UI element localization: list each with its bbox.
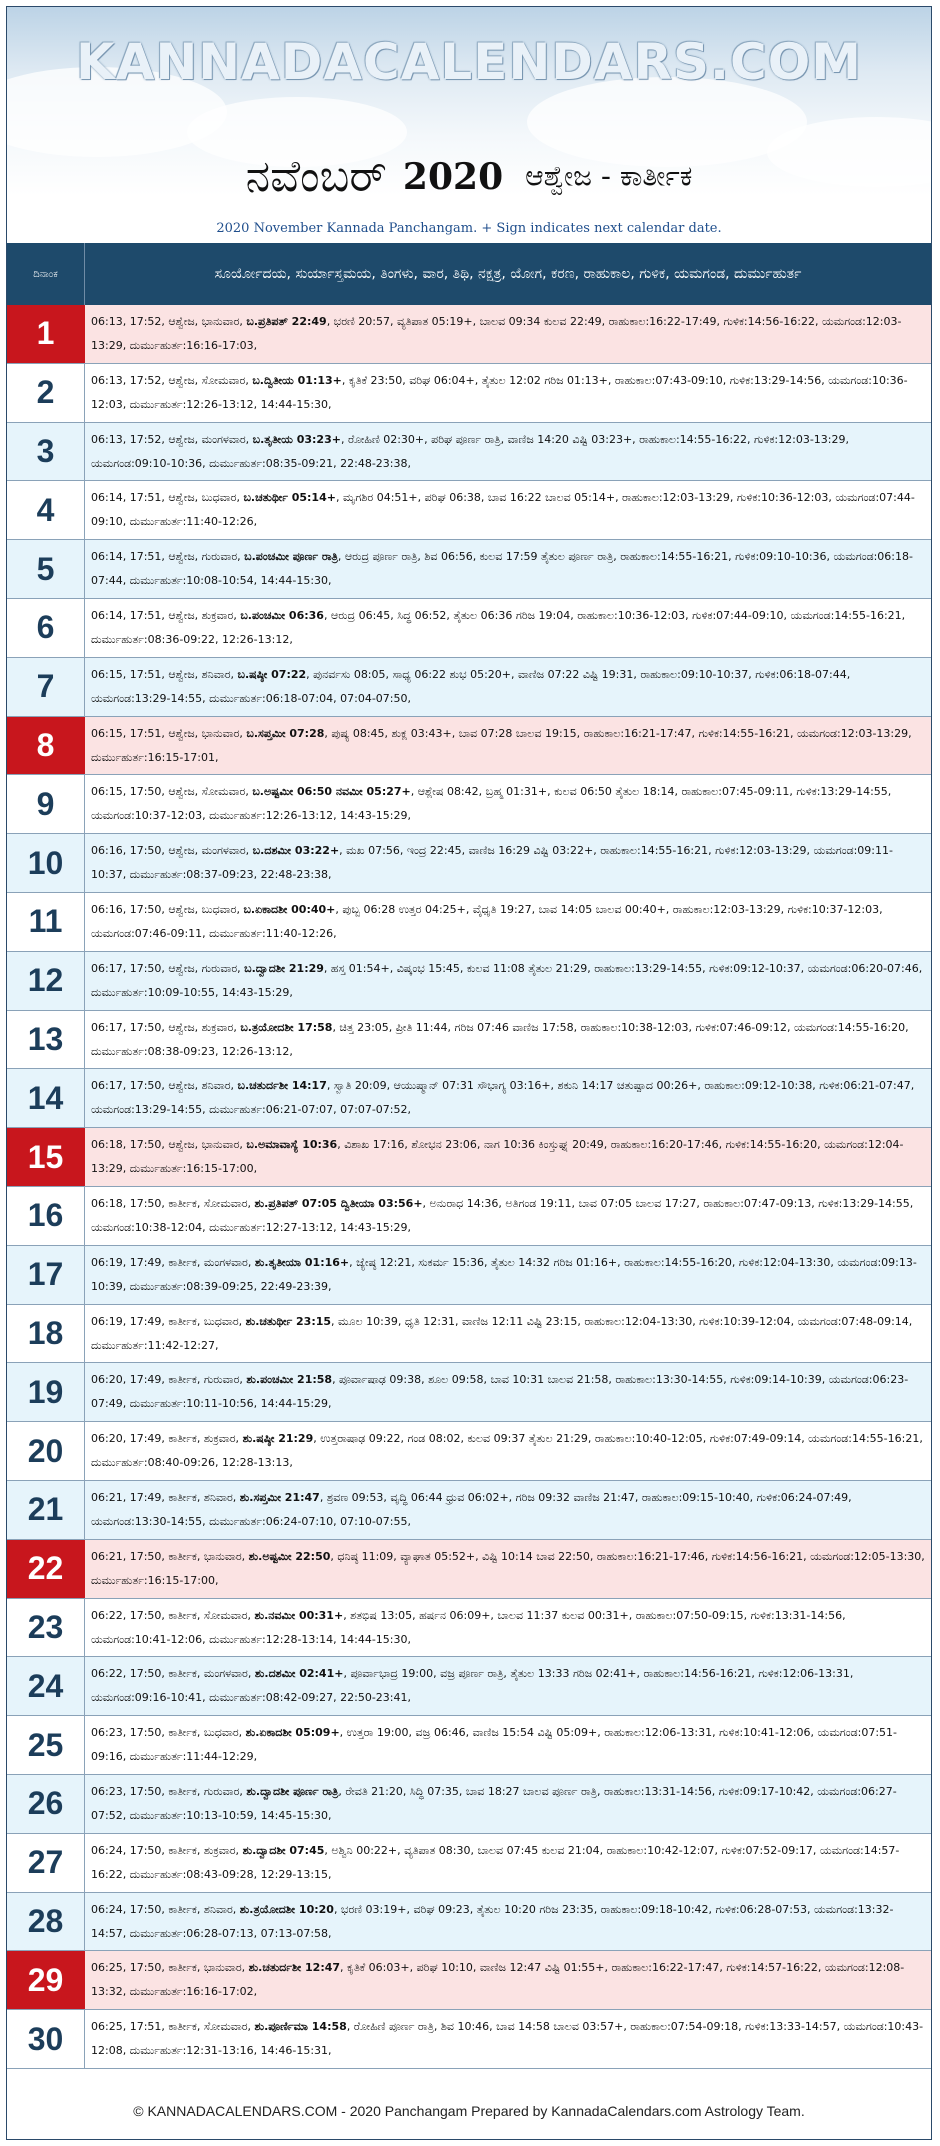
detail-suffix: , ಪೂರ್ವಾಭಾದ್ರ 19:00, ವಜ್ರ ಪೂರ್ಣ ರಾತ್ರಿ, ತೈತುಲ 13:33 ಗರಿಜ 02:41+, ರಾಹುಕಾಲ:14:56-16:21, ಗುಳಿಕ:12:06-13:31, ಯಮಗಂಡ:09:16-10:41, ದುರ್ಮುಹುರ್ತ:08:42-09:27, 22:50-23:41, <box>91 1667 854 1705</box>
detail-suffix: , ಸ್ವಾತಿ 20:09, ಆಯುಷ್ಮಾನ್ 07:31 ಸೌಭಾಗ್ಯ 03:16+, ಶಕುನಿ 14:17 ಚತುಷ್ಪಾದ 00:26+, ರಾಹುಕಾಲ:09:12-10:38, ಗುಳಿಕ:06:21-07:47, ಯಮಗಂಡ:13:29-14:55, ದುರ್ಮುಹುರ್ತ:06:21-07:07, 07:07-07:52, <box>91 1079 915 1117</box>
detail-cell <box>91 839 925 889</box>
detail-prefix: 06:13, 17:52, ಆಶ್ವೇಜ, ಸೋಮವಾರ, <box>91 373 253 387</box>
detail-prefix: 06:15, 17:51, ಆಶ್ವೇಜ, ಭಾನುವಾರ, <box>91 726 247 740</box>
tithi-label: ಬ.ಪಂಚಮೀ ಪೂರ್ಣ ರಾತ್ರಿ <box>244 550 338 564</box>
detail-suffix: , ಶತಭಿಷ 13:05, ಹರ್ಷನ 06:09+, ಬಾಲವ 11:37 ಕುಲವ 00:31+, ರಾಹುಕಾಲ:07:50-09:15, ಗುಳಿಕ:13:31-14:56, ಯಮಗಂಡ:10:41-12:06, ದುರ್ಮುಹುರ್ತ:12:28-13:14, 14:44-15:30, <box>91 1608 846 1646</box>
detail-suffix: , ಮೂಲ 10:39, ಧೃತಿ 12:31, ವಾಣಿಜ 12:11 ವಿಷ್ಟಿ 23:15, ರಾಹುಕಾಲ:12:04-13:30, ಗುಳಿಕ:10:39-12:04, ಯಮಗಂಡ:07:48-09:14, ದುರ್ಮುಹುರ್ತ:11:42-12:27, <box>91 1314 913 1352</box>
detail-cell <box>91 1192 925 1242</box>
date-cell: 1 <box>7 305 85 363</box>
date-cell: 11 <box>7 893 85 951</box>
year-label: 2020 <box>402 155 504 198</box>
detail-prefix: 06:18, 17:50, ಕಾರ್ತೀಕ, ಸೋಮವಾರ, <box>91 1196 255 1210</box>
detail-prefix: 06:13, 17:52, ಆಶ್ವೇಜ, ಭಾನುವಾರ, <box>91 315 247 328</box>
detail-cell <box>91 1604 925 1654</box>
table-row <box>7 1363 931 1422</box>
detail-cell <box>91 722 925 772</box>
table-row <box>7 717 931 776</box>
tithi-label: ಬ.ಪ್ರತಿಪತ್ 22:49 <box>246 315 327 328</box>
date-cell: 8 <box>7 717 85 775</box>
table-header <box>7 243 931 305</box>
table-row <box>7 2010 931 2069</box>
detail-suffix: , ರೋಹಿಣಿ 02:30+, ಪರಿಘ ಪೂರ್ಣ ರಾತ್ರಿ, ವಾಣಿಜ 14:20 ವಿಷ್ಟಿ 03:23+, ರಾಹುಕಾಲ:14:55-16:22, ಗುಳಿಕ:12:03-13:29, ಯಮಗಂಡ:09:10-10:36, ದುರ್ಮುಹುರ್ತ:08:35-09:21, 22:48-23:38, <box>91 432 849 470</box>
tithi-label: ಬ.ದ್ವಾದಶೀ 21:29 <box>244 961 324 975</box>
detail-cell <box>91 1898 925 1948</box>
detail-suffix: , ಕೃತಿಕೆ 23:50, ವರಿಘ 06:04+, ತೈತುಲ 12:02 ಗರಿಜ 01:13+, ರಾಹುಕಾಲ:07:43-09:10, ಗುಳಿಕ:13:29-14:56, ಯಮಗಂಡ:10:36-12:03, ದುರ್ಮುಹುರ್ತ:12:26-13:12, 14:44-15:30, <box>91 373 908 411</box>
detail-suffix: , ಪುಷ್ಯ 08:45, ಶುಕ್ಲ 03:43+, ಬಾವ 07:28 ಬಾಲವ 19:15, ರಾಹುಕಾಲ:16:21-17:47, ಗುಳಿಕ:14:55-16:21, ಯಮಗಂಡ:12:03-13:29, ದುರ್ಮುಹುರ್ತ:16:15-17:01, <box>91 726 912 764</box>
tithi-label: ಶು.ತ್ರಯೋದಶೀ 10:20 <box>239 1902 334 1916</box>
detail-cell <box>91 1780 925 1830</box>
panchang-table <box>7 305 931 2069</box>
detail-suffix: , ಮಖ 07:56, ಇಂದ್ರ 22:45, ವಾಣಿಜ 16:29 ವಿಷ್ಟಿ 03:22+, ರಾಹುಕಾಲ:14:55-16:21, ಗುಳಿಕ:12:03-13:29, ಯಮಗಂಡ:09:11-10:37, ದುರ್ಮುಹುರ್ತ:08:37-09:23, 22:48-23:38, <box>91 844 893 882</box>
detail-prefix: 06:13, 17:52, ಆಶ್ವೇಜ, ಮಂಗಳವಾರ, <box>91 432 253 446</box>
table-row <box>7 481 931 540</box>
date-cell: 7 <box>7 658 85 716</box>
tithi-label: ಶು.ನವಮೀ 00:31+ <box>254 1608 344 1622</box>
detail-suffix: , ಉತ್ತರಾ 19:00, ವಜ್ರ 06:46, ವಾಣಿಜ 15:54 ವಿಷ್ಟಿ 05:09+, ರಾಹುಕಾಲ:12:06-13:31, ಗುಳಿಕ:10:41-12:06, ಯಮಗಂಡ:07:51-09:16, ದುರ್ಮುಹುರ್ತ:11:44-12:29, <box>91 1726 897 1764</box>
masa-label: ಆಶ್ವೇಜ - ಕಾರ್ತೀಕ <box>525 159 693 193</box>
date-cell: 27 <box>7 1834 85 1892</box>
detail-prefix: 06:24, 17:50, ಕಾರ್ತೀಕ, ಶನಿವಾರ, <box>91 1902 240 1916</box>
detail-cell <box>91 957 925 1007</box>
date-cell: 16 <box>7 1187 85 1245</box>
date-cell: 19 <box>7 1363 85 1421</box>
detail-suffix: , ಆರುದ್ರ ಪೂರ್ಣ ರಾತ್ರಿ, ಶಿವ 06:56, ಕುಲವ 17:59 ತೈತುಲ ಪೂರ್ಣ ರಾತ್ರಿ, ರಾಹುಕಾಲ:14:55-16:21, ಗುಳಿಕ:09:10-10:36, ಯಮಗಂಡ:06:18-07:44, ದುರ್ಮುಹುರ್ತ:10:08-10:54, 14:44-15:30, <box>91 550 913 588</box>
detail-cell <box>91 1545 925 1595</box>
table-row <box>7 1481 931 1540</box>
detail-cell <box>91 663 925 713</box>
tithi-label: ಶು.ಸಪ್ತಮೀ 21:47 <box>239 1490 320 1504</box>
page-footer: © KANNADACALENDARS.COM - 2020 Panchangam Prepared by KannadaCalendars.com Astrology Team. <box>133 2103 805 2119</box>
detail-cell <box>91 310 925 360</box>
detail-cell <box>91 1368 925 1418</box>
detail-cell <box>91 428 925 478</box>
detail-cell <box>91 2015 925 2065</box>
table-row <box>7 1657 931 1716</box>
table-row <box>7 1422 931 1481</box>
detail-suffix: , ಅನುರಾಧ 14:36, ಅತಿಗಂಡ 19:11, ಬಾವ 07:05 ಬಾಲವ 17:27, ರಾಹುಕಾಲ:07:47-09:13, ಗುಳಿಕ:13:29-14:55, ಯಮಗಂಡ:10:38-12:04, ದುರ್ಮುಹುರ್ತ:12:27-13:12, 14:43-15:29, <box>91 1196 914 1234</box>
detail-prefix: 06:25, 17:50, ಕಾರ್ತೀಕ, ಭಾನುವಾರ, <box>91 1961 249 1975</box>
date-cell: 12 <box>7 952 85 1010</box>
tithi-label: ಬ.ಷಷ್ಠೀ 07:22 <box>237 667 307 681</box>
detail-cell <box>91 486 925 536</box>
tithi-label: ಬ.ಏಕಾದಶೀ 00:40+ <box>243 902 336 916</box>
column-header-date: ದಿನಾಂಕ <box>7 243 85 305</box>
table-row <box>7 1599 931 1658</box>
table-row <box>7 1069 931 1128</box>
tithi-label: ಶು.ಷಷ್ಠೀ 21:29 <box>242 1432 314 1446</box>
detail-prefix: 06:22, 17:50, ಕಾರ್ತೀಕ, ಮಂಗಳವಾರ, <box>91 1667 255 1681</box>
table-row <box>7 599 931 658</box>
tithi-label: ಬ.ತೃತೀಯ 03:23+ <box>252 432 341 446</box>
detail-prefix: 06:14, 17:51, ಆಶ್ವೇಜ, ಬುಧವಾರ, <box>91 491 244 505</box>
table-row <box>7 364 931 423</box>
table-row <box>7 1187 931 1246</box>
detail-suffix: , ಉತ್ತರಾಷಾಢ 09:22, ಗಂಡ 08:02, ಕುಲವ 09:37 ತೈತುಲ 21:29, ರಾಹುಕಾಲ:10:40-12:05, ಗುಳಿಕ:07:49-09:14, ಯಮಗಂಡ:14:55-16:21, ದುರ್ಮುಹುರ್ತ:08:40-09:26, 12:28-13:13, <box>91 1432 923 1470</box>
date-cell: 4 <box>7 481 85 539</box>
tithi-label: ಬ.ಅಷ್ಟಮೀ 06:50 ನವಮೀ 05:27+ <box>252 785 411 799</box>
table-row <box>7 540 931 599</box>
detail-suffix: , ಆಶ್ಲೇಷ 08:42, ಬ್ರಹ್ಮ 01:31+, ಕುಲವ 06:50 ತೈತುಲ 18:14, ರಾಹುಕಾಲ:07:45-09:11, ಗುಳಿಕ:13:29-14:55, ಯಮಗಂಡ:10:37-12:03, ದುರ್ಮುಹುರ್ತ:12:26-13:12, 14:43-15:29, <box>91 785 892 823</box>
tithi-label: ಶು.ತೃತೀಯಾ 01:16+ <box>254 1255 350 1269</box>
table-row <box>7 305 931 364</box>
detail-cell <box>91 1662 925 1712</box>
tithi-label: ಬ.ಚತುರ್ಥೀ 05:14+ <box>243 491 336 505</box>
detail-prefix: 06:19, 17:49, ಕಾರ್ತೀಕ, ಮಂಗಳವಾರ, <box>91 1255 255 1269</box>
table-row <box>7 1951 931 2010</box>
detail-prefix: 06:16, 17:50, ಆಶ್ವೇಜ, ಮಂಗಳವಾರ, <box>91 844 253 858</box>
date-cell: 22 <box>7 1540 85 1598</box>
detail-prefix: 06:15, 17:51, ಆಶ್ವೇಜ, ಶನಿವಾರ, <box>91 667 238 681</box>
table-row <box>7 893 931 952</box>
table-row <box>7 1011 931 1070</box>
date-cell: 30 <box>7 2010 85 2068</box>
date-cell: 17 <box>7 1246 85 1304</box>
table-row <box>7 1893 931 1952</box>
detail-suffix: , ಧನಿಷ್ಠ 11:09, ವ್ಯಾಘಾತ 05:52+, ವಿಷ್ಟಿ 10:14 ಬಾವ 22:50, ರಾಹುಕಾಲ:16:21-17:46, ಗುಳಿಕ:14:56-16:21, ಯಮಗಂಡ:12:05-13:30, ದುರ್ಮುಹುರ್ತ:16:15-17:00, <box>91 1549 925 1587</box>
table-row <box>7 775 931 834</box>
date-cell: 2 <box>7 364 85 422</box>
table-row <box>7 1834 931 1893</box>
tithi-label: ಬ.ದ್ವಿತೀಯ 01:13+ <box>252 373 342 387</box>
date-cell: 24 <box>7 1657 85 1715</box>
detail-suffix: , ಮೃಗಶಿರ 04:51+, ಪರಿಘ 06:38, ಬಾವ 16:22 ಬಾಲವ 05:14+, ರಾಹುಕಾಲ:12:03-13:29, ಗುಳಿಕ:10:36-12:03, ಯಮಗಂಡ:07:44-09:10, ದುರ್ಮುಹುರ್ತ:11:40-12:26, <box>91 491 915 529</box>
detail-suffix: , ಜ್ಯೇಷ್ಠ 12:21, ಸುಕರ್ಮ 15:36, ತೈತುಲ 14:32 ಗರಿಜ 01:16+, ರಾಹುಕಾಲ:14:55-16:20, ಗುಳಿಕ:12:04-13:30, ಯಮಗಂಡ:09:13-10:39, ದುರ್ಮುಹುರ್ತ:08:39-09:25, 22:49-23:39, <box>91 1255 917 1293</box>
detail-suffix: , ಚಿತ್ತ 23:05, ಪ್ರೀತಿ 11:44, ಗರಿಜ 07:46 ವಾಣಿಜ 17:58, ರಾಹುಕಾಲ:10:38-12:03, ಗುಳಿಕ:07:46-09:12, ಯಮಗಂಡ:14:55-16:20, ದುರ್ಮುಹುರ್ತ:08:38-09:23, 12:26-13:12, <box>91 1020 909 1058</box>
detail-prefix: 06:17, 17:50, ಆಶ್ವೇಜ, ಗುರುವಾರ, <box>91 961 245 975</box>
tithi-label: ಶು.ದಶಮೀ 02:41+ <box>254 1667 344 1681</box>
detail-cell <box>91 1251 925 1301</box>
detail-prefix: 06:23, 17:50, ಕಾರ್ತೀಕ, ಗುರುವಾರ, <box>91 1784 247 1798</box>
detail-suffix: , ಹಸ್ತ 01:54+, ವಿಷ್ಕಂಭ 15:45, ಕುಲವ 11:08 ತೈತುಲ 21:29, ರಾಹುಕಾಲ:13:29-14:55, ಗುಳಿಕ:09:12-10:37, ಯಮಗಂಡ:06:20-07:46, ದುರ್ಮುಹುರ್ತ:10:09-10:55, 14:43-15:29, <box>91 961 923 999</box>
detail-suffix: , ಅಶ್ವಿನಿ 00:22+, ವ್ಯತಿಪಾತ 08:30, ಬಾಲವ 07:45 ಕುಲವ 21:04, ರಾಹುಕಾಲ:10:42-12:07, ಗುಳಿಕ:07:52-09:17, ಯಮಗಂಡ:14:57-16:22, ದುರ್ಮುಹುರ್ತ:08:43-09:28, 12:29-13:15, <box>91 1843 900 1881</box>
tithi-label: ಬ.ಸಪ್ತಮೀ 07:28 <box>246 726 325 740</box>
tithi-label: ಬ.ದಶಮೀ 03:22+ <box>252 844 340 858</box>
detail-cell <box>91 1956 925 2006</box>
detail-suffix: , ಭರಣಿ 03:19+, ವರಿಘ 09:23, ತೈತುಲ 10:20 ಗರಿಜ 23:35, ರಾಹುಕಾಲ:09:18-10:42, ಗುಳಿಕ:06:28-07:53, ಯಮಗಂಡ:13:32-14:57, ದುರ್ಮುಹುರ್ತ:06:28-07:13, 07:13-07:58, <box>91 1902 894 1940</box>
detail-suffix: , ಪುಬ್ಬ 06:28 ಉತ್ತರ 04:25+, ವೈಧೃತಿ 19:27, ಬಾವ 14:05 ಬಾಲವ 00:40+, ರಾಹುಕಾಲ:12:03-13:29, ಗುಳಿಕ:10:37-12:03, ಯಮಗಂಡ:07:46-09:11, ದುರ್ಮುಹುರ್ತ:11:40-12:26, <box>91 902 883 940</box>
detail-prefix: 06:16, 17:50, ಆಶ್ವೇಜ, ಬುಧವಾರ, <box>91 902 244 916</box>
detail-prefix: 06:20, 17:49, ಕಾರ್ತೀಕ, ಗುರುವಾರ, <box>91 1373 247 1387</box>
table-row <box>7 834 931 893</box>
tithi-label: ಶು.ದ್ವಾದಶೀ 07:45 <box>242 1843 325 1857</box>
detail-prefix: 06:20, 17:49, ಕಾರ್ತೀಕ, ಶುಕ್ರವಾರ, <box>91 1432 243 1446</box>
detail-cell <box>91 545 925 595</box>
date-cell: 6 <box>7 599 85 657</box>
tithi-label: ಶು.ಏಕಾದಶೀ 05:09+ <box>245 1726 340 1740</box>
detail-suffix: , ಕೃತಿಕೆ 06:03+, ಪರಿಘ 10:10, ವಾಣಿಜ 12:47 ವಿಷ್ಟಿ 01:55+, ರಾಹುಕಾಲ:16:22-17:47, ಗುಳಿಕ:14:57-16:22, ಯಮಗಂಡ:12:08-13:32, ದುರ್ಮುಹುರ್ತ:16:16-17:02, <box>91 1961 905 1999</box>
date-cell: 18 <box>7 1305 85 1363</box>
table-row <box>7 1716 931 1775</box>
calendar-page <box>6 6 932 2140</box>
tithi-label: ಬ.ಪಂಚಮೀ 06:36 <box>240 608 324 622</box>
detail-cell <box>91 898 925 948</box>
detail-prefix: 06:21, 17:50, ಕಾರ್ತೀಕ, ಭಾನುವಾರ, <box>91 1549 249 1563</box>
date-cell: 13 <box>7 1011 85 1069</box>
detail-suffix: , ವಿಶಾಖ 17:16, ಶೋಭನ 23:06, ನಾಗ 10:36 ಕಿಂಸ್ತುಘ್ನ 20:49, ರಾಹುಕಾಲ:16:20-17:46, ಗುಳಿಕ:14:55-16:20, ಯಮಗಂಡ:12:04-13:29, ದುರ್ಮುಹುರ್ತ:16:15-17:00, <box>91 1138 904 1176</box>
detail-cell <box>91 1839 925 1889</box>
tithi-label: ಶು.ಚತುರ್ಥೀ 23:15 <box>245 1314 332 1328</box>
tithi-label: ಶು.ಪಂಚಮೀ 21:58 <box>246 1373 333 1387</box>
detail-suffix: , ಪೂರ್ವಾಷಾಢ 09:38, ಶೂಲ 09:58, ಬಾವ 10:31 ಬಾಲವ 21:58, ರಾಹುಕಾಲ:13:30-14:55, ಗುಳಿಕ:09:14-10:39, ಯಮಗಂಡ:06:23-07:49, ದುರ್ಮುಹುರ್ತ:10:11-10:56, 14:44-15:29, <box>91 1373 909 1411</box>
table-row <box>7 952 931 1011</box>
detail-cell <box>91 1721 925 1771</box>
site-title: KANNADACALENDARS.COM <box>76 33 862 91</box>
page-header <box>7 7 931 243</box>
detail-suffix: , ಪುನರ್ವಸು 08:05, ಸಾಧ್ಯ 06:22 ಶುಭ 05:20+, ವಾಣಿಜ 07:22 ವಿಷ್ಟಿ 19:31, ರಾಹುಕಾಲ:09:10-10:37, ಗುಳಿಕ:06:18-07:44, ಯಮಗಂಡ:13:29-14:55, ದುರ್ಮುಹುರ್ತ:06:18-07:04, 07:04-07:50, <box>91 667 851 705</box>
date-cell: 29 <box>7 1951 85 2009</box>
detail-cell <box>91 1310 925 1360</box>
date-cell: 23 <box>7 1599 85 1657</box>
detail-suffix: , ಆರುದ್ರ 06:45, ಸಿದ್ಧ 06:52, ತೈತುಲ 06:36 ಗರಿಜ 19:04, ರಾಹುಕಾಲ:10:36-12:03, ಗುಳಿಕ:07:44-09:10, ಯಮಗಂಡ:14:55-16:21, ದುರ್ಮುಹುರ್ತ:08:36-09:22, 12:26-13:12, <box>91 608 906 646</box>
tithi-label: ಶು.ದ್ವಾದಶೀ ಪೂರ್ಣ ರಾತ್ರಿ <box>246 1784 339 1798</box>
detail-prefix: 06:22, 17:50, ಕಾರ್ತೀಕ, ಸೋಮವಾರ, <box>91 1608 255 1622</box>
date-cell: 20 <box>7 1422 85 1480</box>
date-cell: 3 <box>7 423 85 481</box>
detail-cell <box>91 1133 925 1183</box>
date-cell: 14 <box>7 1069 85 1127</box>
table-row <box>7 1775 931 1834</box>
table-row <box>7 658 931 717</box>
tithi-label: ಶು.ಪ್ರತಿಪತ್ 07:05 ದ್ವಿತೀಯಾ 03:56+ <box>254 1196 423 1210</box>
detail-cell <box>91 1016 925 1066</box>
tithi-label: ಶು.ಅಷ್ಟಮೀ 22:50 <box>248 1549 331 1563</box>
detail-suffix: , ಭರಣಿ 20:57, ವ್ಯತಿಪಾತ 05:19+, ಬಾಲವ 09:34 ಕುಲವ 22:49, ರಾಹುಕಾಲ:16:22-17:49, ಗುಳಿಕ:14:56-16:22, ಯಮಗಂಡ:12:03-13:29, ದುರ್ಮುಹುರ್ತ:16:16-17:03, <box>91 315 902 352</box>
detail-prefix: 06:21, 17:49, ಕಾರ್ತೀಕ, ಶನಿವಾರ, <box>91 1490 240 1504</box>
detail-prefix: 06:17, 17:50, ಆಶ್ವೇಜ, ಶುಕ್ರವಾರ, <box>91 1020 241 1034</box>
detail-prefix: 06:14, 17:51, ಆಶ್ವೇಜ, ಗುರುವಾರ, <box>91 550 245 564</box>
column-header-details: ಸೂರ್ಯೋದಯ, ಸುರ್ಯಾಸ್ತಮಯ, ತಿಂಗಳು, ವಾರ, ತಿಥಿ, ನಕ್ಷತ್ರ, ಯೋಗ, ಕರಣ, ರಾಹುಕಾಲ, ಗುಳಿಕ, ಯಮಗಂಡ, ದುರ್ಮುಹುರ್ತ <box>214 266 802 282</box>
tithi-label: ಬ.ಚತುರ್ದಶೀ 14:17 <box>237 1079 327 1093</box>
detail-cell <box>91 1486 925 1536</box>
detail-suffix: , ಶ್ರವಣ 09:53, ವೃದ್ಧಿ 06:44 ಧ್ರುವ 06:02+, ಗರಿಜ 09:32 ವಾಣಿಜ 21:47, ರಾಹುಕಾಲ:09:15-10:40, ಗುಳಿಕ:06:24-07:49, ಯಮಗಂಡ:13:30-14:55, ದುರ್ಮುಹುರ್ತ:06:24-07:10, 07:10-07:55, <box>91 1490 852 1528</box>
date-cell: 15 <box>7 1128 85 1186</box>
date-cell: 5 <box>7 540 85 598</box>
month-name: ನವೆಂಬರ್ <box>245 151 387 202</box>
table-row <box>7 423 931 482</box>
table-row <box>7 1305 931 1364</box>
table-row <box>7 1540 931 1599</box>
detail-prefix: 06:25, 17:51, ಕಾರ್ತೀಕ, ಸೋಮವಾರ, <box>91 2020 255 2034</box>
date-cell: 9 <box>7 775 85 833</box>
detail-cell <box>91 780 925 830</box>
date-cell: 28 <box>7 1893 85 1951</box>
table-row <box>7 1128 931 1187</box>
detail-prefix: 06:18, 17:50, ಆಶ್ವೇಜ, ಭಾನುವಾರ, <box>91 1138 247 1152</box>
detail-cell <box>91 1427 925 1477</box>
detail-prefix: 06:23, 17:50, ಕಾರ್ತೀಕ, ಬುಧವಾರ, <box>91 1726 246 1740</box>
date-cell: 10 <box>7 834 85 892</box>
detail-suffix: , ರೋಹಿಣಿ ಪೂರ್ಣ ರಾತ್ರಿ, ಶಿವ 10:46, ಬಾವ 14:58 ಬಾಲವ 03:57+, ರಾಹುಕಾಲ:07:54-09:18, ಗುಳಿಕ:13:33-14:57, ಯಮಗಂಡ:10:43-12:08, ದುರ್ಮುಹುರ್ತ:12:31-13:16, 14:46-15:31, <box>91 2020 924 2058</box>
table-row <box>7 1246 931 1305</box>
detail-cell <box>91 604 925 654</box>
date-cell: 21 <box>7 1481 85 1539</box>
detail-prefix: 06:24, 17:50, ಕಾರ್ತೀಕ, ಶುಕ್ರವಾರ, <box>91 1843 243 1857</box>
detail-prefix: 06:15, 17:50, ಆಶ್ವೇಜ, ಸೋಮವಾರ, <box>91 785 253 799</box>
detail-suffix: , ರೇವತಿ 21:20, ಸಿದ್ಧಿ 07:35, ಬಾವ 18:27 ಬಾಲವ ಪೂರ್ಣ ರಾತ್ರಿ, ರಾಹುಕಾಲ:13:31-14:56, ಗುಳಿಕ:09:17-10:42, ಯಮಗಂಡ:06:27-07:52, ದುರ್ಮುಹುರ್ತ:10:13-10:59, 14:45-15:30, <box>91 1784 897 1822</box>
detail-cell <box>91 369 925 419</box>
detail-prefix: 06:19, 17:49, ಕಾರ್ತೀಕ, ಬುಧವಾರ, <box>91 1314 246 1328</box>
detail-prefix: 06:14, 17:51, ಆಶ್ವೇಜ, ಶುಕ್ರವಾರ, <box>91 608 241 622</box>
page-subtitle: 2020 November Kannada Panchangam. + Sign indicates next calendar date. <box>216 221 722 236</box>
detail-prefix: 06:17, 17:50, ಆಶ್ವೇಜ, ಶನಿವಾರ, <box>91 1079 238 1093</box>
tithi-label: ಬ.ತ್ರಯೋದಶೀ 17:58 <box>240 1020 333 1034</box>
date-cell: 25 <box>7 1716 85 1774</box>
tithi-label: ಬ.ಅಮಾವಾಸ್ಯೆ 10:36 <box>246 1138 338 1152</box>
month-heading <box>7 151 931 202</box>
detail-cell <box>91 1074 925 1124</box>
date-cell: 26 <box>7 1775 85 1833</box>
tithi-label: ಶು.ಚತುರ್ದಶೀ 12:47 <box>248 1961 341 1975</box>
tithi-label: ಶು.ಪೂರ್ಣಿಮಾ 14:58 <box>254 2020 347 2034</box>
